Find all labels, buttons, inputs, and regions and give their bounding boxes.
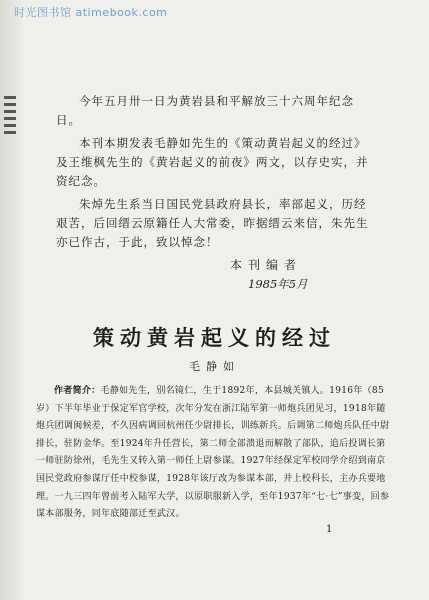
author-introduction <box>36 383 391 524</box>
editor-notice <box>56 92 376 256</box>
watermark-logo: 时光图书馆 atimebook.com <box>14 6 168 19</box>
edge-marks <box>4 96 16 138</box>
intro-text: 毛静如先生，别名镜仁，生于1892年，本县城关镇人。1916年（85岁）下半年毕业于保定军官学校，次年分发在浙江陆军第一师炮兵团见习，1918年随炮兵团调闽候差，不久因病调回杭州任少尉排长，训练新兵。后调第二师炮兵队任中尉排长，驻防金华。至1924年升任营长，第二师全部溃退而解散了部队，追后投调长第一师驻防徐州，毛先生又转入第一师任上尉参谋。1927年经保定军校同学介绍到南京国民党政府参谋厅任中校参谋，1928年该厅改为参谋本部，并上校科长，主办兵要地理。一九三四年曾前考入陆军大学，以原职服新入学，至年1937年“七·七”事变，回参谋本部服务，同年底随部迁至武汉。 <box>36 386 390 520</box>
binding-edge <box>0 0 22 600</box>
page-number: 1 <box>326 524 333 535</box>
article-author: 毛静如 <box>189 360 240 373</box>
notice-paragraph-3: 朱焯先生系当日国民党县政府县长，率部起义，历经艰苦，后回缙云原籍任人大常委，昨据缙云来信，朱先生亦已作古，于此，致以悼念！ <box>56 197 369 249</box>
notice-paragraph-1: 今年五月卅一日为黄岩县和平解放三十六周年纪念日。 <box>56 94 354 127</box>
article-title: 策动黄岩起义的经过 <box>93 325 336 350</box>
intro-label: 作者简介： <box>54 386 101 396</box>
notice-date: 1985年5月 <box>248 277 308 291</box>
notice-paragraph-2: 本刊本期发表毛静如先生的《策动黄岩起义的经过》及王维枫先生的《黄岩起义的前夜》两文，以存史实，并资纪念。 <box>56 136 369 188</box>
notice-signature: 本刊编者 <box>230 258 303 272</box>
